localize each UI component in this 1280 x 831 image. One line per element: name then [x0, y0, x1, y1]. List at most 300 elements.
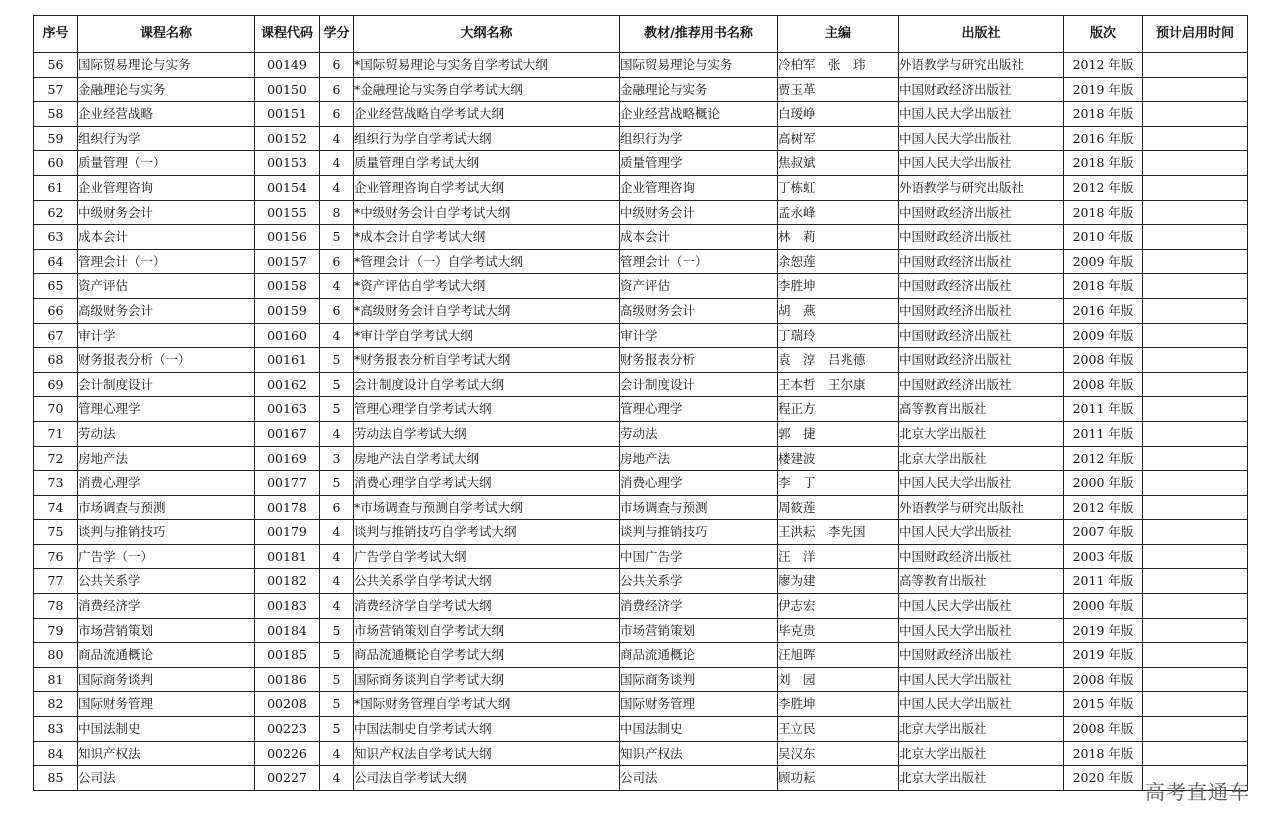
cell-syllabus: 市场营销策划自学考试大纲 — [354, 618, 620, 643]
cell-start-time — [1143, 372, 1248, 397]
cell-edition: 2011 年版 — [1064, 569, 1143, 594]
cell-edition: 2018 年版 — [1064, 274, 1143, 299]
cell-publisher: 中国财政经济出版社 — [899, 298, 1064, 323]
cell-index: 75 — [34, 520, 78, 545]
cell-editor: 冷柏军 张 玮 — [778, 53, 899, 78]
cell-credits: 5 — [320, 643, 354, 668]
cell-credits: 4 — [320, 274, 354, 299]
cell-credits: 5 — [320, 397, 354, 422]
table-row — [34, 151, 1248, 176]
cell-syllabus: 公司法自学考试大纲 — [354, 766, 620, 791]
cell-editor: 白瑷峥 — [778, 102, 899, 127]
cell-syllabus: *审计学自学考试大纲 — [354, 323, 620, 348]
cell-publisher: 中国财政经济出版社 — [899, 225, 1064, 250]
cell-textbook: 谈判与推销技巧 — [620, 520, 778, 545]
cell-course-code: 00184 — [255, 618, 320, 643]
cell-credits: 5 — [320, 667, 354, 692]
cell-start-time — [1143, 348, 1248, 373]
cell-start-time — [1143, 298, 1248, 323]
cell-publisher: 中国人民大学出版社 — [899, 102, 1064, 127]
cell-textbook: 企业经营战略概论 — [620, 102, 778, 127]
header-editor: 主编 — [778, 16, 899, 53]
cell-publisher: 北京大学出版社 — [899, 717, 1064, 742]
cell-credits: 3 — [320, 446, 354, 471]
cell-editor: 丁栋虹 — [778, 175, 899, 200]
cell-textbook: 中级财务会计 — [620, 200, 778, 225]
cell-index: 58 — [34, 102, 78, 127]
cell-publisher: 中国人民大学出版社 — [899, 471, 1064, 496]
cell-publisher: 中国财政经济出版社 — [899, 323, 1064, 348]
cell-textbook: 公司法 — [620, 766, 778, 791]
cell-start-time — [1143, 274, 1248, 299]
cell-course-name: 消费经济学 — [78, 594, 255, 619]
cell-syllabus: 谈判与推销技巧自学考试大纲 — [354, 520, 620, 545]
cell-course-name: 中国法制史 — [78, 717, 255, 742]
table-row — [34, 53, 1248, 78]
cell-course-code: 00161 — [255, 348, 320, 373]
cell-start-time — [1143, 544, 1248, 569]
cell-editor: 王洪耘 李先国 — [778, 520, 899, 545]
table-row — [34, 249, 1248, 274]
cell-course-name: 公司法 — [78, 766, 255, 791]
cell-publisher: 北京大学出版社 — [899, 421, 1064, 446]
cell-start-time — [1143, 495, 1248, 520]
cell-course-code: 00227 — [255, 766, 320, 791]
table-row — [34, 348, 1248, 373]
cell-start-time — [1143, 175, 1248, 200]
table-row — [34, 421, 1248, 446]
cell-syllabus: 国际商务谈判自学考试大纲 — [354, 667, 620, 692]
cell-syllabus: 中国法制史自学考试大纲 — [354, 717, 620, 742]
cell-publisher: 中国人民大学出版社 — [899, 151, 1064, 176]
cell-syllabus: *高级财务会计自学考试大纲 — [354, 298, 620, 323]
cell-start-time — [1143, 594, 1248, 619]
cell-textbook: 金融理论与实务 — [620, 77, 778, 102]
table-row — [34, 126, 1248, 151]
cell-credits: 6 — [320, 102, 354, 127]
cell-editor: 焦叔斌 — [778, 151, 899, 176]
cell-editor: 吴汉东 — [778, 741, 899, 766]
cell-credits: 6 — [320, 298, 354, 323]
cell-course-name: 知识产权法 — [78, 741, 255, 766]
cell-syllabus: 知识产权法自学考试大纲 — [354, 741, 620, 766]
cell-edition: 2012 年版 — [1064, 53, 1143, 78]
cell-course-code: 00153 — [255, 151, 320, 176]
cell-editor: 汪 洋 — [778, 544, 899, 569]
cell-textbook: 市场调查与预测 — [620, 495, 778, 520]
cell-index: 77 — [34, 569, 78, 594]
cell-start-time — [1143, 126, 1248, 151]
cell-editor: 李胜坤 — [778, 274, 899, 299]
cell-course-code: 00177 — [255, 471, 320, 496]
cell-index: 84 — [34, 741, 78, 766]
cell-syllabus: 商品流通概论自学考试大纲 — [354, 643, 620, 668]
cell-textbook: 企业管理咨询 — [620, 175, 778, 200]
cell-index: 80 — [34, 643, 78, 668]
cell-edition: 2000 年版 — [1064, 594, 1143, 619]
cell-start-time — [1143, 618, 1248, 643]
cell-start-time — [1143, 53, 1248, 78]
cell-start-time — [1143, 446, 1248, 471]
cell-credits: 5 — [320, 348, 354, 373]
cell-credits: 5 — [320, 372, 354, 397]
cell-syllabus: *市场调查与预测自学考试大纲 — [354, 495, 620, 520]
cell-syllabus: 组织行为学自学考试大纲 — [354, 126, 620, 151]
cell-textbook: 房地产法 — [620, 446, 778, 471]
cell-syllabus: 管理心理学自学考试大纲 — [354, 397, 620, 422]
cell-textbook: 质量管理学 — [620, 151, 778, 176]
cell-textbook: 资产评估 — [620, 274, 778, 299]
cell-course-code: 00155 — [255, 200, 320, 225]
cell-course-name: 高级财务会计 — [78, 298, 255, 323]
cell-publisher: 中国人民大学出版社 — [899, 594, 1064, 619]
cell-syllabus: 广告学自学考试大纲 — [354, 544, 620, 569]
cell-edition: 2010 年版 — [1064, 225, 1143, 250]
cell-start-time — [1143, 200, 1248, 225]
cell-edition: 2009 年版 — [1064, 249, 1143, 274]
cell-publisher: 北京大学出版社 — [899, 446, 1064, 471]
cell-credits: 4 — [320, 126, 354, 151]
cell-start-time — [1143, 77, 1248, 102]
table-row — [34, 298, 1248, 323]
cell-index: 72 — [34, 446, 78, 471]
cell-start-time — [1143, 397, 1248, 422]
cell-publisher: 中国财政经济出版社 — [899, 643, 1064, 668]
course-table — [33, 15, 1248, 791]
cell-textbook: 知识产权法 — [620, 741, 778, 766]
cell-credits: 5 — [320, 692, 354, 717]
cell-edition: 2008 年版 — [1064, 372, 1143, 397]
cell-start-time — [1143, 421, 1248, 446]
table-row — [34, 225, 1248, 250]
cell-syllabus: *国际财务管理自学考试大纲 — [354, 692, 620, 717]
cell-publisher: 中国财政经济出版社 — [899, 77, 1064, 102]
cell-course-name: 企业管理咨询 — [78, 175, 255, 200]
cell-editor: 周筱莲 — [778, 495, 899, 520]
cell-index: 74 — [34, 495, 78, 520]
cell-edition: 2009 年版 — [1064, 323, 1143, 348]
cell-course-name: 管理会计（一） — [78, 249, 255, 274]
header-course-name: 课程名称 — [78, 16, 255, 53]
cell-textbook: 中国法制史 — [620, 717, 778, 742]
cell-credits: 4 — [320, 544, 354, 569]
cell-course-code: 00167 — [255, 421, 320, 446]
cell-course-code: 00223 — [255, 717, 320, 742]
cell-course-name: 管理心理学 — [78, 397, 255, 422]
cell-syllabus: *成本会计自学考试大纲 — [354, 225, 620, 250]
cell-edition: 2007 年版 — [1064, 520, 1143, 545]
table-row — [34, 692, 1248, 717]
cell-course-code: 00169 — [255, 446, 320, 471]
cell-syllabus: *国际贸易理论与实务自学考试大纲 — [354, 53, 620, 78]
cell-publisher: 中国财政经济出版社 — [899, 544, 1064, 569]
header-syllabus: 大纲名称 — [354, 16, 620, 53]
cell-editor: 胡 燕 — [778, 298, 899, 323]
cell-index: 61 — [34, 175, 78, 200]
cell-publisher: 高等教育出版社 — [899, 569, 1064, 594]
cell-edition: 2019 年版 — [1064, 77, 1143, 102]
cell-publisher: 外语教学与研究出版社 — [899, 53, 1064, 78]
cell-syllabus: 企业管理咨询自学考试大纲 — [354, 175, 620, 200]
cell-course-name: 资产评估 — [78, 274, 255, 299]
cell-course-name: 中级财务会计 — [78, 200, 255, 225]
cell-course-name: 广告学（一） — [78, 544, 255, 569]
cell-edition: 2012 年版 — [1064, 175, 1143, 200]
cell-course-code: 00156 — [255, 225, 320, 250]
cell-edition: 2008 年版 — [1064, 667, 1143, 692]
cell-textbook: 审计学 — [620, 323, 778, 348]
cell-edition: 2018 年版 — [1064, 741, 1143, 766]
cell-textbook: 高级财务会计 — [620, 298, 778, 323]
cell-credits: 6 — [320, 249, 354, 274]
cell-start-time — [1143, 471, 1248, 496]
cell-course-code: 00159 — [255, 298, 320, 323]
cell-course-name: 组织行为学 — [78, 126, 255, 151]
table-row — [34, 717, 1248, 742]
cell-textbook: 市场营销策划 — [620, 618, 778, 643]
cell-editor: 李 丁 — [778, 471, 899, 496]
cell-course-code: 00158 — [255, 274, 320, 299]
cell-syllabus: *中级财务会计自学考试大纲 — [354, 200, 620, 225]
cell-course-code: 00178 — [255, 495, 320, 520]
cell-publisher: 中国财政经济出版社 — [899, 348, 1064, 373]
cell-course-name: 谈判与推销技巧 — [78, 520, 255, 545]
table-row — [34, 520, 1248, 545]
header-credits: 学分 — [320, 16, 354, 53]
table-row — [34, 544, 1248, 569]
cell-start-time — [1143, 667, 1248, 692]
cell-course-code: 00162 — [255, 372, 320, 397]
cell-course-name: 公共关系学 — [78, 569, 255, 594]
table-row — [34, 594, 1248, 619]
cell-edition: 2008 年版 — [1064, 717, 1143, 742]
cell-editor: 高树军 — [778, 126, 899, 151]
cell-start-time — [1143, 717, 1248, 742]
table-row — [34, 495, 1248, 520]
cell-editor: 楼建波 — [778, 446, 899, 471]
cell-publisher: 中国人民大学出版社 — [899, 520, 1064, 545]
table-row — [34, 323, 1248, 348]
cell-textbook: 财务报表分析 — [620, 348, 778, 373]
cell-editor: 贾玉革 — [778, 77, 899, 102]
cell-course-name: 成本会计 — [78, 225, 255, 250]
cell-course-code: 00152 — [255, 126, 320, 151]
cell-editor: 郭 捷 — [778, 421, 899, 446]
cell-course-name: 房地产法 — [78, 446, 255, 471]
cell-course-name: 金融理论与实务 — [78, 77, 255, 102]
cell-index: 71 — [34, 421, 78, 446]
cell-edition: 2012 年版 — [1064, 495, 1143, 520]
cell-textbook: 国际财务管理 — [620, 692, 778, 717]
cell-index: 62 — [34, 200, 78, 225]
cell-publisher: 外语教学与研究出版社 — [899, 495, 1064, 520]
cell-course-name: 国际商务谈判 — [78, 667, 255, 692]
cell-edition: 2015 年版 — [1064, 692, 1143, 717]
cell-course-code: 00182 — [255, 569, 320, 594]
cell-credits: 8 — [320, 200, 354, 225]
cell-textbook: 管理会计（一） — [620, 249, 778, 274]
cell-index: 68 — [34, 348, 78, 373]
cell-textbook: 国际贸易理论与实务 — [620, 53, 778, 78]
table-row — [34, 766, 1248, 791]
cell-credits: 4 — [320, 175, 354, 200]
cell-editor: 廖为建 — [778, 569, 899, 594]
cell-publisher: 中国财政经济出版社 — [899, 249, 1064, 274]
cell-syllabus: *财务报表分析自学考试大纲 — [354, 348, 620, 373]
cell-textbook: 会计制度设计 — [620, 372, 778, 397]
cell-credits: 6 — [320, 77, 354, 102]
cell-start-time — [1143, 102, 1248, 127]
cell-textbook: 商品流通概论 — [620, 643, 778, 668]
cell-start-time — [1143, 323, 1248, 348]
cell-index: 70 — [34, 397, 78, 422]
cell-index: 65 — [34, 274, 78, 299]
cell-course-code: 00163 — [255, 397, 320, 422]
cell-editor: 王立民 — [778, 717, 899, 742]
cell-course-code: 00183 — [255, 594, 320, 619]
cell-course-name: 国际贸易理论与实务 — [78, 53, 255, 78]
cell-index: 66 — [34, 298, 78, 323]
cell-index: 78 — [34, 594, 78, 619]
cell-publisher: 中国财政经济出版社 — [899, 274, 1064, 299]
cell-course-name: 质量管理（一） — [78, 151, 255, 176]
cell-course-code: 00185 — [255, 643, 320, 668]
cell-course-name: 财务报表分析（一） — [78, 348, 255, 373]
table-row — [34, 471, 1248, 496]
cell-course-name: 劳动法 — [78, 421, 255, 446]
cell-syllabus: 消费经济学自学考试大纲 — [354, 594, 620, 619]
cell-course-name: 企业经营战略 — [78, 102, 255, 127]
cell-course-name: 国际财务管理 — [78, 692, 255, 717]
cell-start-time — [1143, 520, 1248, 545]
cell-course-code: 00179 — [255, 520, 320, 545]
cell-editor: 孟永峰 — [778, 200, 899, 225]
table-row — [34, 372, 1248, 397]
table-row — [34, 741, 1248, 766]
cell-course-name: 市场营销策划 — [78, 618, 255, 643]
cell-publisher: 北京大学出版社 — [899, 766, 1064, 791]
cell-start-time — [1143, 225, 1248, 250]
cell-course-code: 00181 — [255, 544, 320, 569]
header-edition: 版次 — [1064, 16, 1143, 53]
cell-textbook: 成本会计 — [620, 225, 778, 250]
table-row — [34, 643, 1248, 668]
cell-edition: 2008 年版 — [1064, 348, 1143, 373]
cell-publisher: 中国人民大学出版社 — [899, 126, 1064, 151]
cell-course-code: 00208 — [255, 692, 320, 717]
cell-credits: 4 — [320, 741, 354, 766]
cell-edition: 2018 年版 — [1064, 151, 1143, 176]
cell-index: 64 — [34, 249, 78, 274]
cell-credits: 5 — [320, 471, 354, 496]
cell-textbook: 公共关系学 — [620, 569, 778, 594]
cell-edition: 2011 年版 — [1064, 397, 1143, 422]
cell-editor: 刘 园 — [778, 667, 899, 692]
cell-syllabus: *资产评估自学考试大纲 — [354, 274, 620, 299]
header-publisher: 出版社 — [899, 16, 1064, 53]
table-body — [34, 53, 1248, 791]
cell-course-code: 00151 — [255, 102, 320, 127]
cell-syllabus: 企业经营战略自学考试大纲 — [354, 102, 620, 127]
header-start-time: 预计启用时间 — [1143, 16, 1248, 53]
cell-index: 73 — [34, 471, 78, 496]
cell-editor: 程正方 — [778, 397, 899, 422]
table-row — [34, 77, 1248, 102]
cell-index: 76 — [34, 544, 78, 569]
table-row — [34, 274, 1248, 299]
cell-textbook: 消费经济学 — [620, 594, 778, 619]
cell-course-name: 会计制度设计 — [78, 372, 255, 397]
cell-start-time — [1143, 643, 1248, 668]
cell-credits: 5 — [320, 618, 354, 643]
header-textbook: 教材/推荐用书名称 — [620, 16, 778, 53]
cell-index: 69 — [34, 372, 78, 397]
header-index: 序号 — [34, 16, 78, 53]
cell-edition: 2018 年版 — [1064, 102, 1143, 127]
cell-editor: 丁瑞玲 — [778, 323, 899, 348]
cell-publisher: 外语教学与研究出版社 — [899, 175, 1064, 200]
cell-textbook: 组织行为学 — [620, 126, 778, 151]
cell-textbook: 消费心理学 — [620, 471, 778, 496]
cell-course-code: 00186 — [255, 667, 320, 692]
cell-index: 60 — [34, 151, 78, 176]
cell-syllabus: 质量管理自学考试大纲 — [354, 151, 620, 176]
table-row — [34, 667, 1248, 692]
cell-credits: 4 — [320, 594, 354, 619]
cell-editor: 袁 淳 吕兆德 — [778, 348, 899, 373]
cell-edition: 2019 年版 — [1064, 643, 1143, 668]
cell-credits: 4 — [320, 520, 354, 545]
cell-index: 81 — [34, 667, 78, 692]
cell-credits: 6 — [320, 53, 354, 78]
cell-textbook: 中国广告学 — [620, 544, 778, 569]
table-row — [34, 397, 1248, 422]
cell-index: 67 — [34, 323, 78, 348]
cell-edition: 2011 年版 — [1064, 421, 1143, 446]
cell-publisher: 北京大学出版社 — [899, 741, 1064, 766]
cell-publisher: 中国人民大学出版社 — [899, 667, 1064, 692]
header-row — [34, 16, 1248, 53]
cell-syllabus: 劳动法自学考试大纲 — [354, 421, 620, 446]
cell-index: 59 — [34, 126, 78, 151]
cell-course-code: 00157 — [255, 249, 320, 274]
cell-course-name: 审计学 — [78, 323, 255, 348]
cell-publisher: 中国财政经济出版社 — [899, 372, 1064, 397]
cell-credits: 4 — [320, 766, 354, 791]
cell-index: 63 — [34, 225, 78, 250]
cell-index: 85 — [34, 766, 78, 791]
cell-editor: 顾功耘 — [778, 766, 899, 791]
cell-index: 79 — [34, 618, 78, 643]
cell-course-code: 00226 — [255, 741, 320, 766]
cell-start-time — [1143, 692, 1248, 717]
cell-credits: 4 — [320, 421, 354, 446]
cell-credits: 4 — [320, 323, 354, 348]
cell-edition: 2016 年版 — [1064, 298, 1143, 323]
cell-start-time — [1143, 741, 1248, 766]
cell-syllabus: *管理会计（一）自学考试大纲 — [354, 249, 620, 274]
cell-course-code: 00154 — [255, 175, 320, 200]
cell-edition: 2012 年版 — [1064, 446, 1143, 471]
cell-textbook: 国际商务谈判 — [620, 667, 778, 692]
cell-publisher: 中国人民大学出版社 — [899, 692, 1064, 717]
cell-credits: 4 — [320, 151, 354, 176]
table-row — [34, 102, 1248, 127]
table-row — [34, 618, 1248, 643]
table-row — [34, 569, 1248, 594]
cell-syllabus: *金融理论与实务自学考试大纲 — [354, 77, 620, 102]
cell-syllabus: 消费心理学自学考试大纲 — [354, 471, 620, 496]
